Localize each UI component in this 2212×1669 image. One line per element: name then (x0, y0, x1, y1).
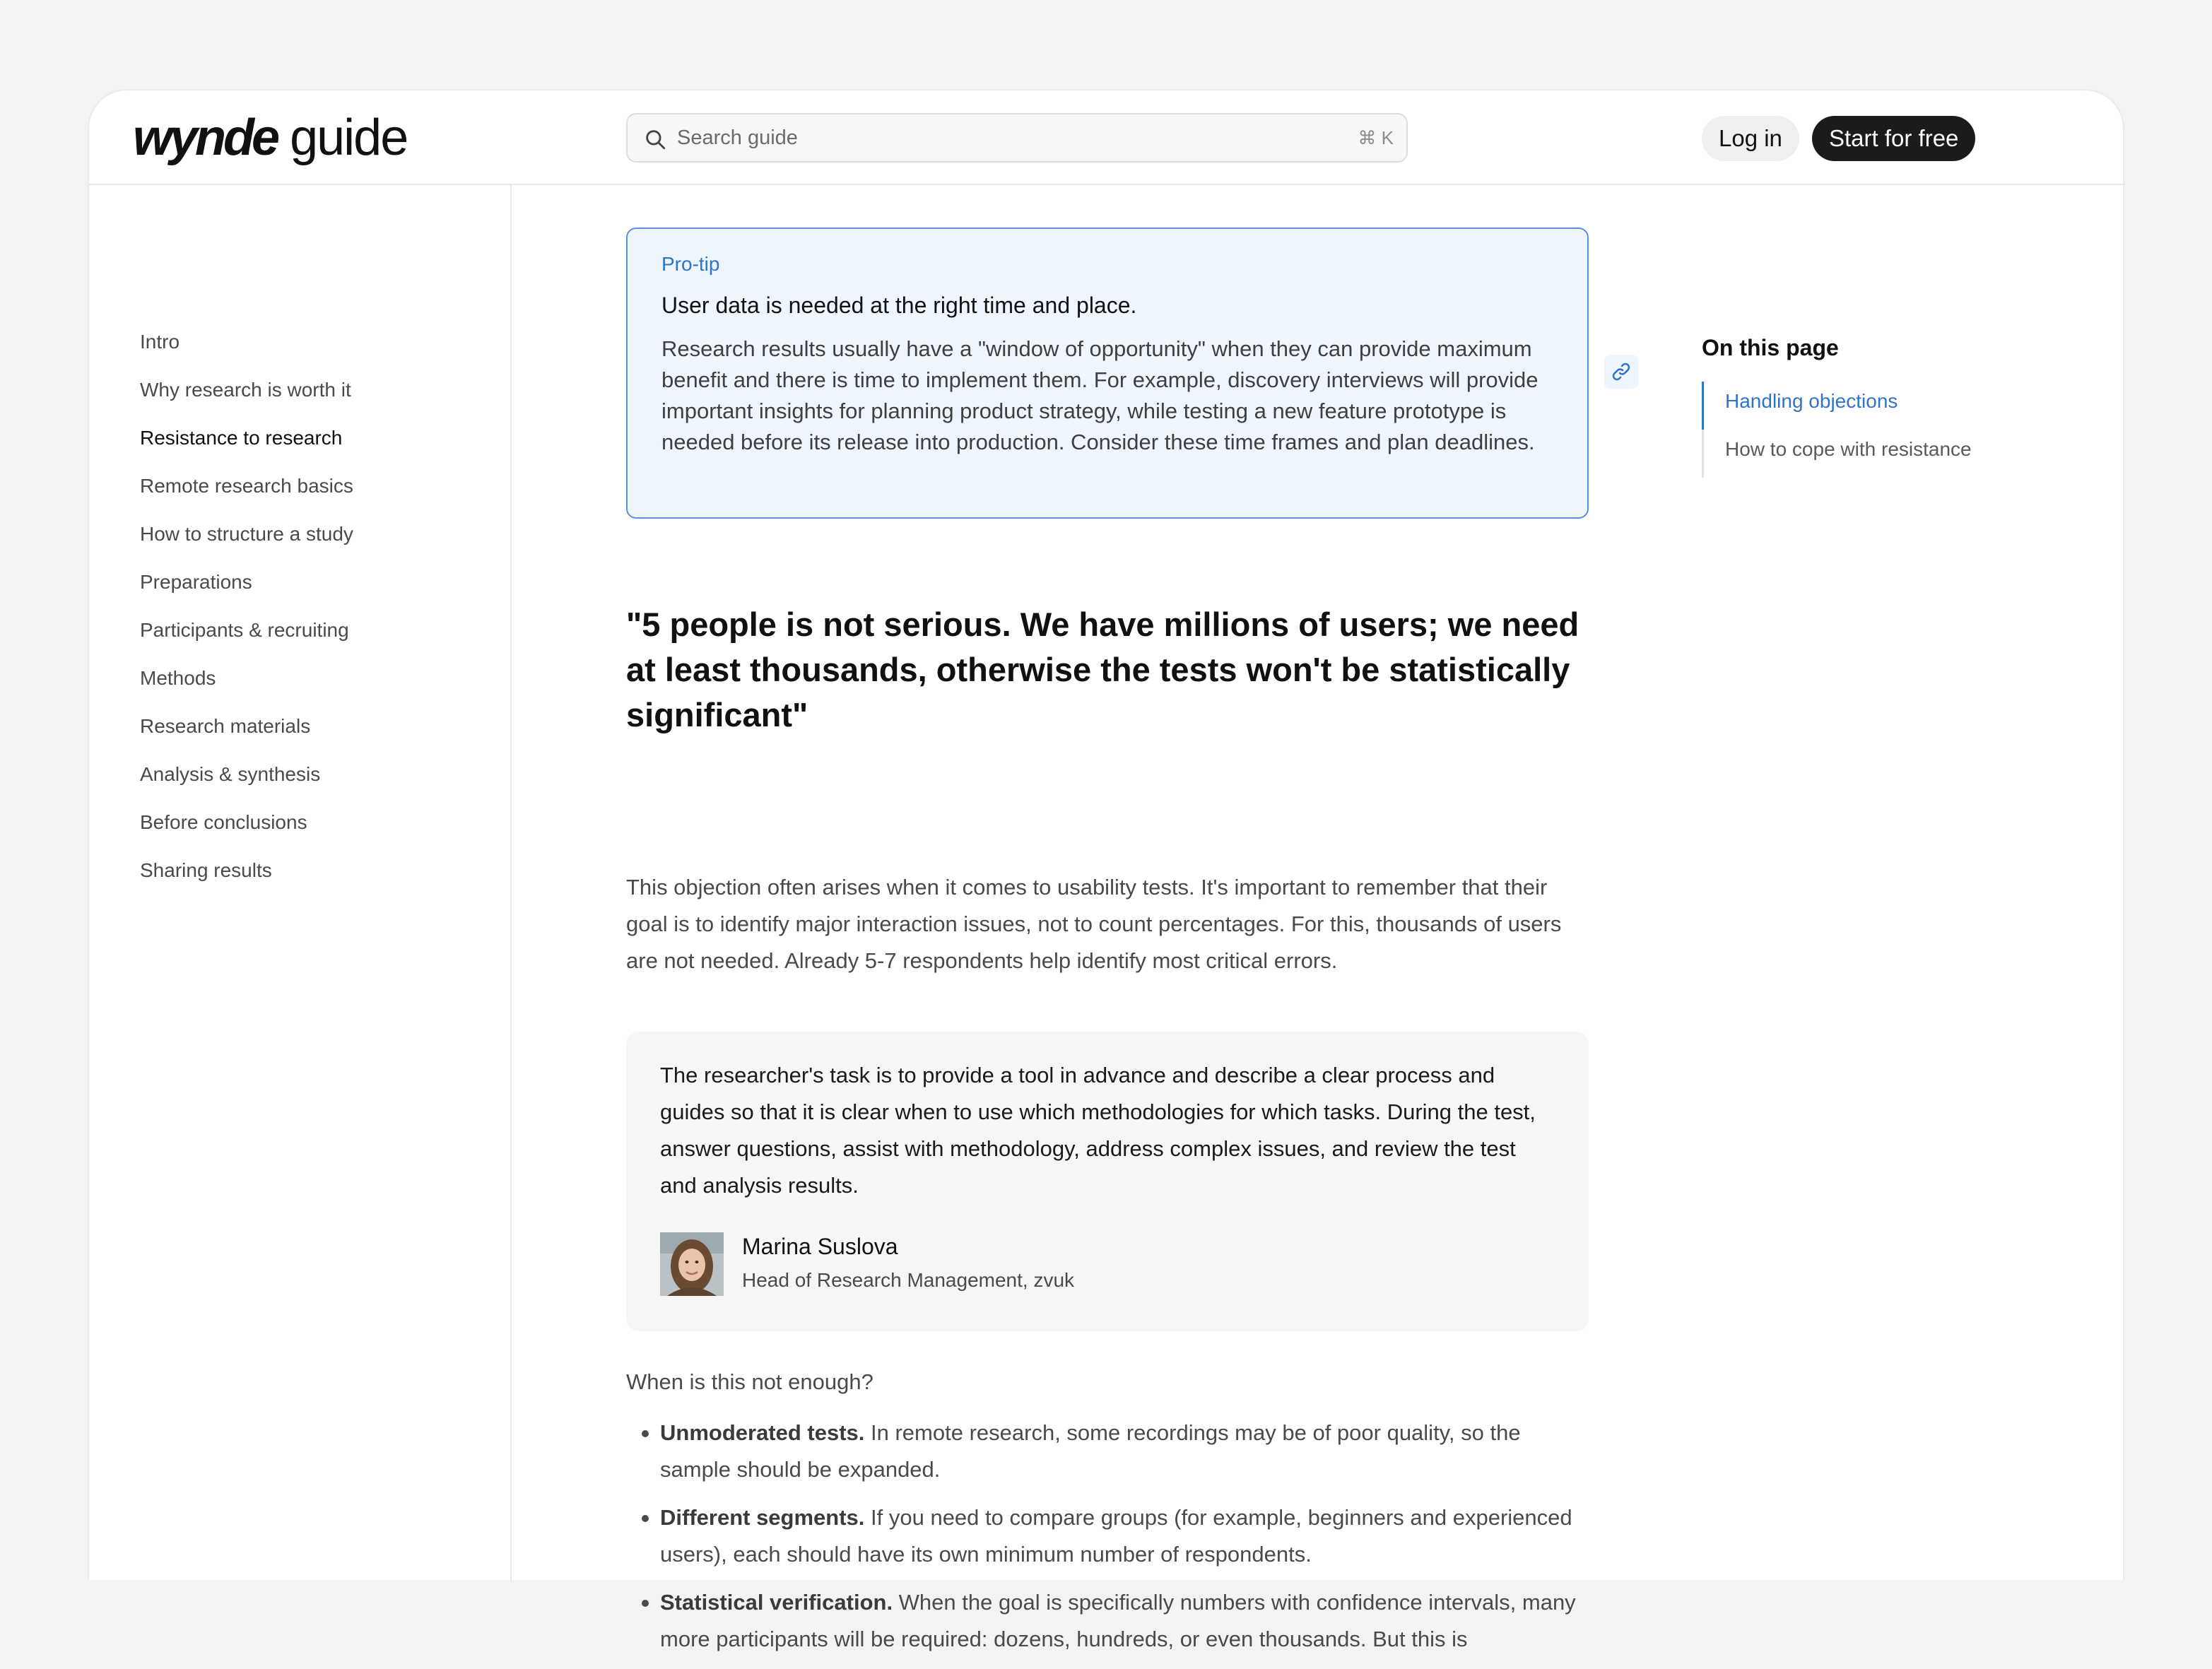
author-name: Marina Suslova (742, 1234, 898, 1259)
sidebar-item-preparations[interactable]: Preparations (140, 571, 252, 593)
sidebar-item-materials[interactable]: Research materials (140, 715, 311, 737)
section-paragraph: This objection often arises when it comes to usability tests. It's important to remember that their goal is to identify major interaction issues, not to count percentages. For this, thousands of users are not needed. Already 5-7 respondents help identify most critical errors. (626, 875, 1562, 973)
sidebar-item-structure-study[interactable]: How to structure a study (140, 523, 353, 545)
logo-light: guide (290, 110, 408, 166)
list-item (626, 1499, 1589, 1573)
logo[interactable] (133, 107, 407, 168)
link-icon (1604, 355, 1638, 389)
sidebar-item-intro[interactable]: Intro (140, 331, 180, 353)
author-avatar-image (660, 1232, 724, 1296)
toc-title: On this page (1702, 335, 1839, 360)
author-role: Head of Research Management, zvuk (742, 1269, 1075, 1291)
toc-active-marker (1702, 382, 1704, 430)
list-item-term: Unmoderated tests. (660, 1420, 865, 1445)
list-item (626, 1584, 1589, 1658)
section-heading: "5 people is not serious. We have millions of users; we need at least thousands, otherwise the tests won't be statistically significant" (626, 606, 1579, 733)
protip-body: Research results usually have a "window of opportunity" when they can provide maximum benefit and there is time to implement them. For example, discovery interviews will provide important insights for planning product strategy, while testing a new feature prototype is needed before its release into production. Consider these time frames and plan deadlines. (661, 336, 1539, 454)
sidebar-item-remote-basics[interactable]: Remote research basics (140, 475, 353, 497)
toc-list (1702, 382, 2057, 478)
sidebar-item-analysis[interactable]: Analysis & synthesis (140, 763, 321, 785)
app-window (88, 89, 2124, 1651)
header (89, 90, 2123, 185)
toc-item-handling-objections[interactable]: Handling objections (1725, 390, 1898, 412)
sidebar-item-before-conclusions[interactable]: Before conclusions (140, 811, 307, 833)
protip-label: Pro-tip (661, 253, 720, 275)
list-item-text: If you need to compare groups (for example, beginners and experienced users), each should have its own minimum number of respondents. (660, 1505, 1572, 1567)
list-item-text: In remote research, some recordings may be of poor quality, so the sample should be expanded. (660, 1420, 1521, 1482)
search-input[interactable] (626, 113, 1408, 163)
protip-title: User data is needed at the right time and place. (661, 293, 1137, 318)
list-item-term: Statistical verification. (660, 1590, 893, 1615)
sidebar-nav (89, 185, 512, 1581)
sidebar-item-resistance[interactable]: Resistance to research (140, 427, 343, 449)
sidebar-item-sharing[interactable]: Sharing results (140, 859, 272, 881)
logo-bold: wynde (133, 110, 278, 166)
list-item-text: When the goal is specifically numbers with confidence intervals, many more participants will be required: dozens, hundreds, or even thousands. But this is (660, 1590, 1576, 1651)
list-lead: When is this not enough? (626, 1369, 873, 1394)
copy-link-button[interactable] (1604, 355, 1638, 389)
on-this-page (1702, 335, 2055, 460)
login-button[interactable]: Log in (1702, 116, 1799, 161)
sidebar-item-why-research[interactable]: Why research is worth it (140, 379, 351, 401)
search-shortcut: ⌘ K (1358, 127, 1394, 148)
sidebar-item-methods[interactable]: Methods (140, 667, 216, 689)
bullet-list (626, 1415, 1589, 1669)
quote-block (626, 1032, 1589, 1331)
start-for-free-button[interactable]: Start for free (1812, 116, 1975, 161)
quote-text: The researcher's task is to provide a tool in advance and describe a clear process and guides so that it is clear when to use which methodologies for which tasks. During the test, answer questions, assist with methodology, address complex issues, and review the test and analysis results. (660, 1063, 1536, 1198)
search-icon (643, 127, 667, 151)
list-item-term: Different segments. (660, 1505, 865, 1530)
sidebar-item-participants[interactable]: Participants & recruiting (140, 619, 349, 641)
avatar (660, 1232, 724, 1296)
toc-item-cope-resistance[interactable]: How to cope with resistance (1725, 438, 1972, 460)
protip-callout (626, 228, 1589, 519)
list-item (626, 1415, 1589, 1488)
search-placeholder: Search guide (677, 126, 798, 149)
